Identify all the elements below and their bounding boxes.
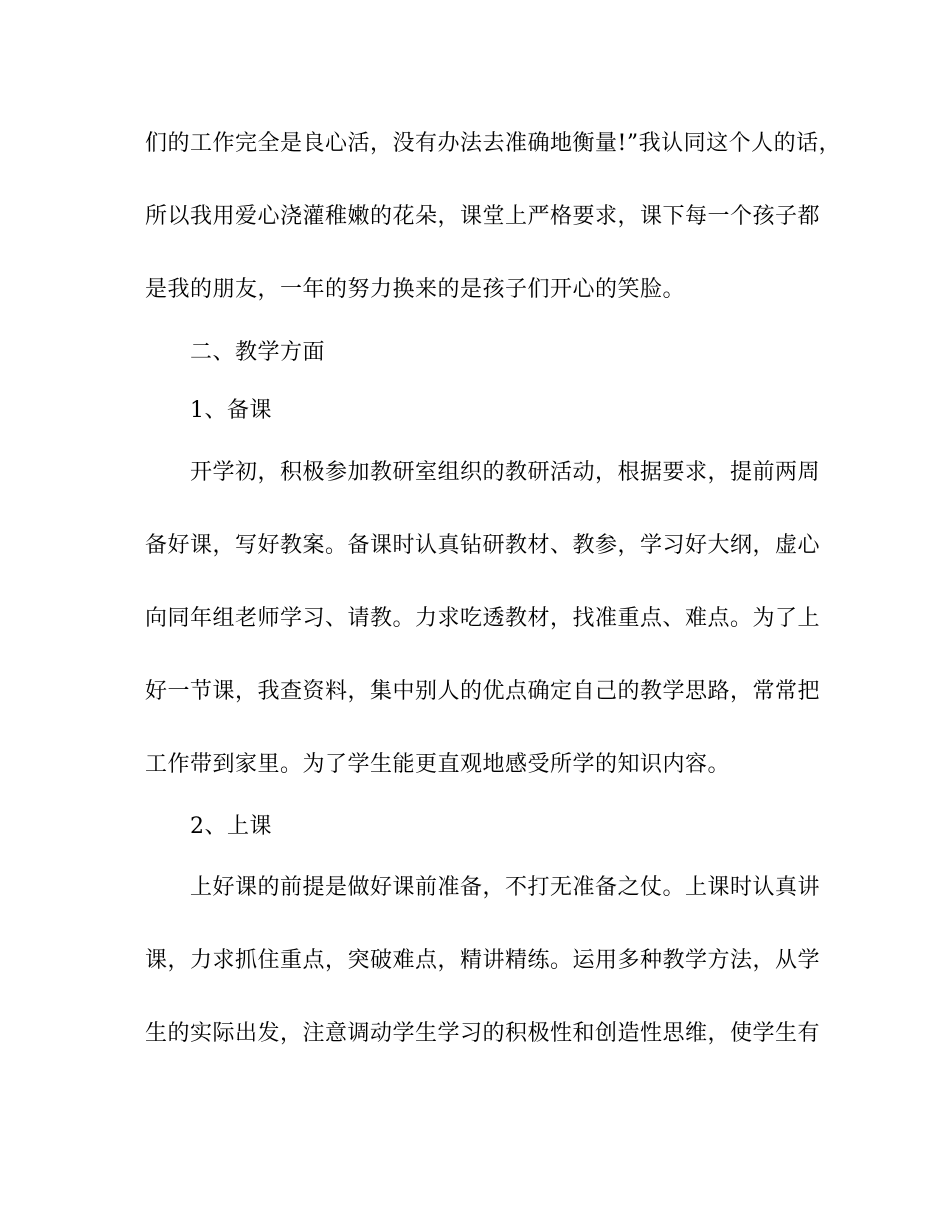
paragraph-line: 上好课的前提是做好课前准备，不打无准备之仗。上课时认真讲 — [190, 875, 821, 900]
subsection-heading: 1、备课 — [190, 398, 272, 423]
subsection-heading: 2、上课 — [190, 814, 272, 839]
paragraph-line: 所以我用爱心浇灌稚嫩的花朵，课堂上严格要求，课下每一个孩子都 — [145, 204, 821, 229]
paragraph-line: 课，力求抓住重点，突破难点，精讲精练。运用多种教学方法，从学 — [145, 948, 821, 973]
paragraph-line: 备好课，写好教案。备课时认真钻研教材、教参，学习好大纲，虚心 — [145, 533, 821, 558]
paragraph-line: 生的实际出发，注意调动学生学习的积极性和创造性思维，使学生有 — [145, 1021, 821, 1046]
paragraph-line: 开学初，积极参加教研室组织的教研活动，根据要求，提前两周 — [190, 460, 821, 485]
paragraph-line: 们的工作完全是良心活，没有办法去准确地衡量!”我认同这个人的话， — [145, 131, 842, 156]
paragraph-line: 向同年组老师学习、请教。力求吃透教材，找准重点、难点。为了上 — [145, 606, 821, 631]
section-heading: 二、教学方面 — [190, 340, 326, 365]
paragraph-line: 工作带到家里。为了学生能更直观地感受所学的知识内容。 — [145, 752, 731, 777]
paragraph-line: 好一节课，我查资料，集中别人的优点确定自己的教学思路，常常把 — [145, 679, 821, 704]
paragraph-line: 是我的朋友，一年的努力换来的是孩子们开心的笑脸。 — [145, 277, 686, 302]
